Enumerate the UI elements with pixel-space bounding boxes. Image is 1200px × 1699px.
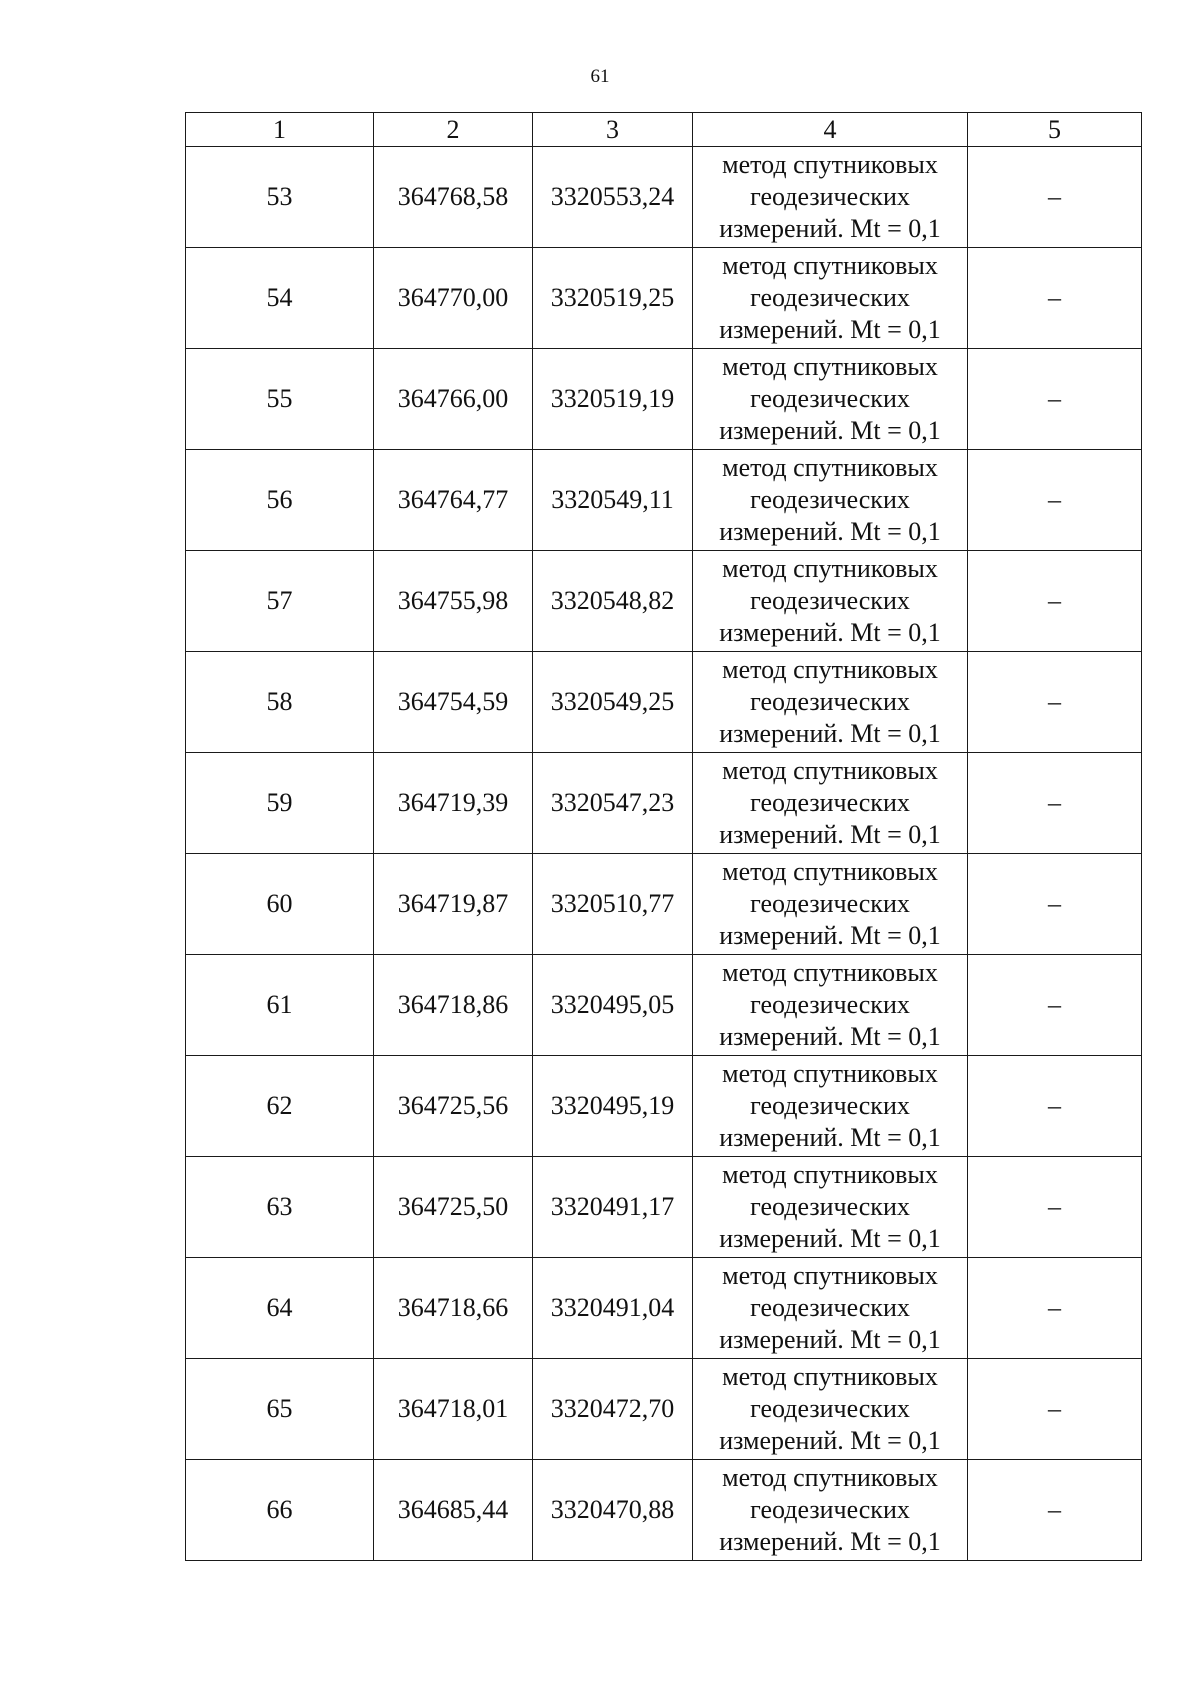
column-header-4: 4 bbox=[693, 113, 968, 147]
point-number-cell: 53 bbox=[186, 147, 374, 248]
point-number-cell: 59 bbox=[186, 753, 374, 854]
table-row bbox=[186, 1258, 1142, 1359]
x-coordinate-cell: 364754,59 bbox=[374, 652, 533, 753]
table-row bbox=[186, 1359, 1142, 1460]
method-cell: метод спутниковых геодезических измерений. Mt = 0,1 bbox=[693, 955, 968, 1056]
x-coordinate-cell: 364768,58 bbox=[374, 147, 533, 248]
x-coordinate-cell: 364685,44 bbox=[374, 1460, 533, 1561]
method-cell: метод спутниковых геодезических измерений. Mt = 0,1 bbox=[693, 652, 968, 753]
point-number-cell: 58 bbox=[186, 652, 374, 753]
y-coordinate-cell: 3320549,25 bbox=[533, 652, 693, 753]
column-header-5: 5 bbox=[968, 113, 1142, 147]
x-coordinate-cell: 364719,87 bbox=[374, 854, 533, 955]
table-row bbox=[186, 652, 1142, 753]
table-row bbox=[186, 854, 1142, 955]
note-cell: – bbox=[968, 652, 1142, 753]
table-row bbox=[186, 955, 1142, 1056]
note-cell: – bbox=[968, 1258, 1142, 1359]
note-cell: – bbox=[968, 551, 1142, 652]
method-cell: метод спутниковых геодезических измерений. Mt = 0,1 bbox=[693, 450, 968, 551]
table-body bbox=[186, 147, 1142, 1561]
y-coordinate-cell: 3320495,05 bbox=[533, 955, 693, 1056]
point-number-cell: 56 bbox=[186, 450, 374, 551]
method-cell: метод спутниковых геодезических измерений. Mt = 0,1 bbox=[693, 1157, 968, 1258]
table-row bbox=[186, 450, 1142, 551]
x-coordinate-cell: 364755,98 bbox=[374, 551, 533, 652]
method-cell: метод спутниковых геодезических измерений. Mt = 0,1 bbox=[693, 1359, 968, 1460]
x-coordinate-cell: 364718,66 bbox=[374, 1258, 533, 1359]
y-coordinate-cell: 3320553,24 bbox=[533, 147, 693, 248]
table-row bbox=[186, 551, 1142, 652]
x-coordinate-cell: 364770,00 bbox=[374, 248, 533, 349]
table-row bbox=[186, 1157, 1142, 1258]
column-header-2: 2 bbox=[374, 113, 533, 147]
point-number-cell: 62 bbox=[186, 1056, 374, 1157]
x-coordinate-cell: 364725,56 bbox=[374, 1056, 533, 1157]
method-cell: метод спутниковых геодезических измерений. Mt = 0,1 bbox=[693, 349, 968, 450]
column-header-1: 1 bbox=[186, 113, 374, 147]
method-cell: метод спутниковых геодезических измерений. Mt = 0,1 bbox=[693, 1056, 968, 1157]
method-cell: метод спутниковых геодезических измерений. Mt = 0,1 bbox=[693, 248, 968, 349]
column-header-3: 3 bbox=[533, 113, 693, 147]
note-cell: – bbox=[968, 248, 1142, 349]
y-coordinate-cell: 3320548,82 bbox=[533, 551, 693, 652]
note-cell: – bbox=[968, 1359, 1142, 1460]
note-cell: – bbox=[968, 854, 1142, 955]
y-coordinate-cell: 3320491,17 bbox=[533, 1157, 693, 1258]
point-number-cell: 55 bbox=[186, 349, 374, 450]
point-number-cell: 60 bbox=[186, 854, 374, 955]
x-coordinate-cell: 364718,86 bbox=[374, 955, 533, 1056]
point-number-cell: 64 bbox=[186, 1258, 374, 1359]
method-cell: метод спутниковых геодезических измерений. Mt = 0,1 bbox=[693, 147, 968, 248]
y-coordinate-cell: 3320547,23 bbox=[533, 753, 693, 854]
x-coordinate-cell: 364718,01 bbox=[374, 1359, 533, 1460]
x-coordinate-cell: 364719,39 bbox=[374, 753, 533, 854]
note-cell: – bbox=[968, 1157, 1142, 1258]
note-cell: – bbox=[968, 955, 1142, 1056]
note-cell: – bbox=[968, 450, 1142, 551]
method-cell: метод спутниковых геодезических измерений. Mt = 0,1 bbox=[693, 753, 968, 854]
table-row bbox=[186, 349, 1142, 450]
point-number-cell: 57 bbox=[186, 551, 374, 652]
point-number-cell: 65 bbox=[186, 1359, 374, 1460]
method-cell: метод спутниковых геодезических измерений. Mt = 0,1 bbox=[693, 1460, 968, 1561]
coordinates-table bbox=[185, 112, 1142, 1561]
table-row bbox=[186, 248, 1142, 349]
note-cell: – bbox=[968, 1460, 1142, 1561]
x-coordinate-cell: 364764,77 bbox=[374, 450, 533, 551]
y-coordinate-cell: 3320519,25 bbox=[533, 248, 693, 349]
note-cell: – bbox=[968, 147, 1142, 248]
note-cell: – bbox=[968, 1056, 1142, 1157]
method-cell: метод спутниковых геодезических измерений. Mt = 0,1 bbox=[693, 1258, 968, 1359]
note-cell: – bbox=[968, 753, 1142, 854]
table-row bbox=[186, 1056, 1142, 1157]
x-coordinate-cell: 364766,00 bbox=[374, 349, 533, 450]
y-coordinate-cell: 3320495,19 bbox=[533, 1056, 693, 1157]
method-cell: метод спутниковых геодезических измерений. Mt = 0,1 bbox=[693, 551, 968, 652]
y-coordinate-cell: 3320510,77 bbox=[533, 854, 693, 955]
table-header-row bbox=[186, 113, 1142, 147]
y-coordinate-cell: 3320519,19 bbox=[533, 349, 693, 450]
point-number-cell: 63 bbox=[186, 1157, 374, 1258]
y-coordinate-cell: 3320470,88 bbox=[533, 1460, 693, 1561]
table-row bbox=[186, 1460, 1142, 1561]
method-cell: метод спутниковых геодезических измерений. Mt = 0,1 bbox=[693, 854, 968, 955]
page-number: 61 bbox=[590, 66, 610, 87]
x-coordinate-cell: 364725,50 bbox=[374, 1157, 533, 1258]
note-cell: – bbox=[968, 349, 1142, 450]
y-coordinate-cell: 3320491,04 bbox=[533, 1258, 693, 1359]
table-row bbox=[186, 753, 1142, 854]
point-number-cell: 66 bbox=[186, 1460, 374, 1561]
table-row bbox=[186, 147, 1142, 248]
y-coordinate-cell: 3320549,11 bbox=[533, 450, 693, 551]
point-number-cell: 61 bbox=[186, 955, 374, 1056]
point-number-cell: 54 bbox=[186, 248, 374, 349]
y-coordinate-cell: 3320472,70 bbox=[533, 1359, 693, 1460]
